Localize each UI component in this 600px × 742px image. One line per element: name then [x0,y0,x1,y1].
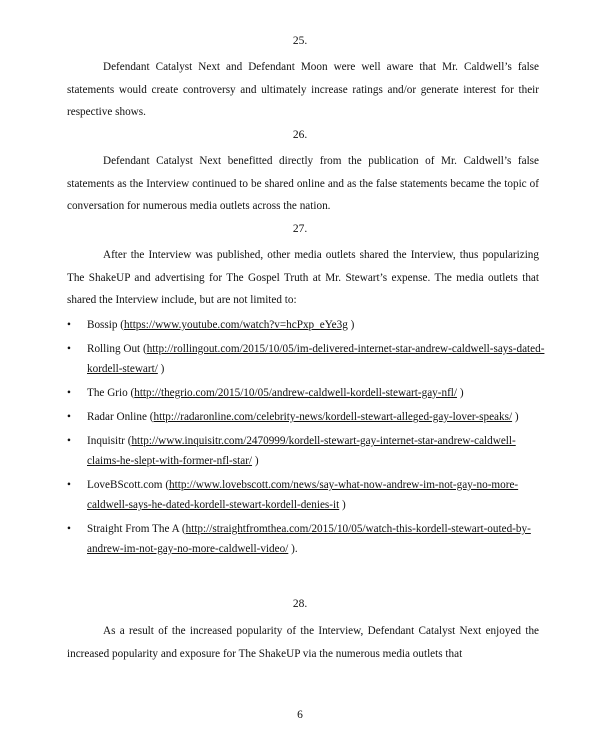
paragraph-text: As a result of the increased popularity of the Interview, Defendant Catalyst Next enjoyed the increased popularity and exposure for The ShakeUP via the numerous media outlets that [67,625,539,660]
close-paren: ). [291,543,298,555]
close-paren: ) [342,499,346,511]
outlet-name: Straight From The A [87,523,180,535]
outlet-link[interactable]: http://straightfromthea.com/2015/10/05/watch-this-kordell-stewart-outed-by-andrew-im-not-gay-no-more-caldwell-video/ [87,523,531,555]
bullet-icon: • [67,343,71,355]
bullet-icon: • [67,319,71,331]
outlet-name: LoveBScott.com [87,479,163,491]
paragraph-25 [67,56,539,124]
bullet-icon: • [67,411,71,423]
list-item: • The Grio (http://thegrio.com/2015/10/05/andrew-caldwell-kordell-stewart-gay-nfl/ ) [67,383,547,403]
close-paren: ) [514,411,519,423]
outlet-name: Rolling Out [87,343,141,355]
paragraph-text: After the Interview was published, other media outlets shared the Interview, thus popularizing The ShakeUP and advertising for The Gospel Truth at Mr. Stewart’s expense. The media outlets that shared the Interview include, but are not limited to: [67,249,539,306]
paragraph-number: 26. [292,129,308,141]
outlet-link[interactable]: https://www.youtube.com/watch?v=hcPxp_eYe3g [124,319,348,331]
outlet-link[interactable]: http://radaronline.com/celebrity-news/kordell-stewart-alleged-gay-lover-speaks/ [153,411,513,423]
paragraph-number: 25. [292,35,308,47]
paragraph-28 [67,620,539,665]
outlet-name: Bossip [87,319,118,331]
paragraph-27 [67,244,539,312]
paragraph-number: 28. [292,598,308,610]
close-paren: ) [350,319,355,331]
outlet-link[interactable]: http://thegrio.com/2015/10/05/andrew-caldwell-kordell-stewart-gay-nfl/ [134,387,458,399]
list-item: • Bossip (https://www.youtube.com/watch?v=hcPxp_eYe3g ) [67,315,547,335]
bullet-icon: • [67,479,71,491]
bullet-icon: • [67,435,71,447]
outlet-link[interactable]: http://www.inquisitr.com/2470999/kordell-stewart-gay-internet-star-andrew-caldwell-claims-he-slept-with-former-nfl-star/ [87,435,516,467]
paragraph-26 [67,150,539,218]
paragraph-text: Defendant Catalyst Next benefitted directly from the publication of Mr. Caldwell’s false statements as the Interview continued to be shared online and as the false statements became the topic of conversation for numerous media outlets across the nation. [67,155,539,212]
paragraph-text: Defendant Catalyst Next and Defendant Moon were well aware that Mr. Caldwell’s false statements would create controversy and ultimately increase ratings and/or generate interest for their respective shows. [67,61,539,118]
media-outlet-list [67,315,547,563]
list-item: • Radar Online (http://radaronline.com/celebrity-news/kordell-stewart-alleged-gay-lover-speaks/ ) [67,407,547,427]
page-number: 6 [297,709,303,721]
list-item: • LoveBScott.com (http://www.lovebscott.com/news/say-what-now-andrew-im-not-gay-no-more-caldwell-says-he-dated-kordell-stewart-kordell-denies-it ) [67,475,547,515]
list-item: • Rolling Out (http://rollingout.com/2015/10/05/im-delivered-internet-star-andrew-caldwell-says-dated-kordell-stewart/ ) [67,339,547,379]
outlet-name: The Grio [87,387,128,399]
outlet-link[interactable]: http://www.lovebscott.com/news/say-what-now-andrew-im-not-gay-no-more-caldwell-says-he-dated-kordell-stewart-kordell-denies-it [87,479,519,511]
outlet-link[interactable]: http://rollingout.com/2015/10/05/im-delivered-internet-star-andrew-caldwell-says-dated-kordell-stewart/ [87,343,545,375]
outlet-name: Radar Online [87,411,147,423]
list-item: • Straight From The A (http://straightfromthea.com/2015/10/05/watch-this-kordell-stewart-outed-by-andrew-im-not-gay-no-more-caldwell-video/ ). [67,519,547,559]
outlet-name: Inquisitr [87,435,125,447]
close-paren: ) [160,363,165,375]
list-item: • Inquisitr (http://www.inquisitr.com/2470999/kordell-stewart-gay-internet-star-andrew-caldwell-claims-he-slept-with-former-nfl-star/ ) [67,431,547,471]
close-paren: ) [254,455,259,467]
bullet-icon: • [67,387,71,399]
bullet-icon: • [67,523,71,535]
close-paren: ) [459,387,464,399]
paragraph-number: 27. [292,223,308,235]
